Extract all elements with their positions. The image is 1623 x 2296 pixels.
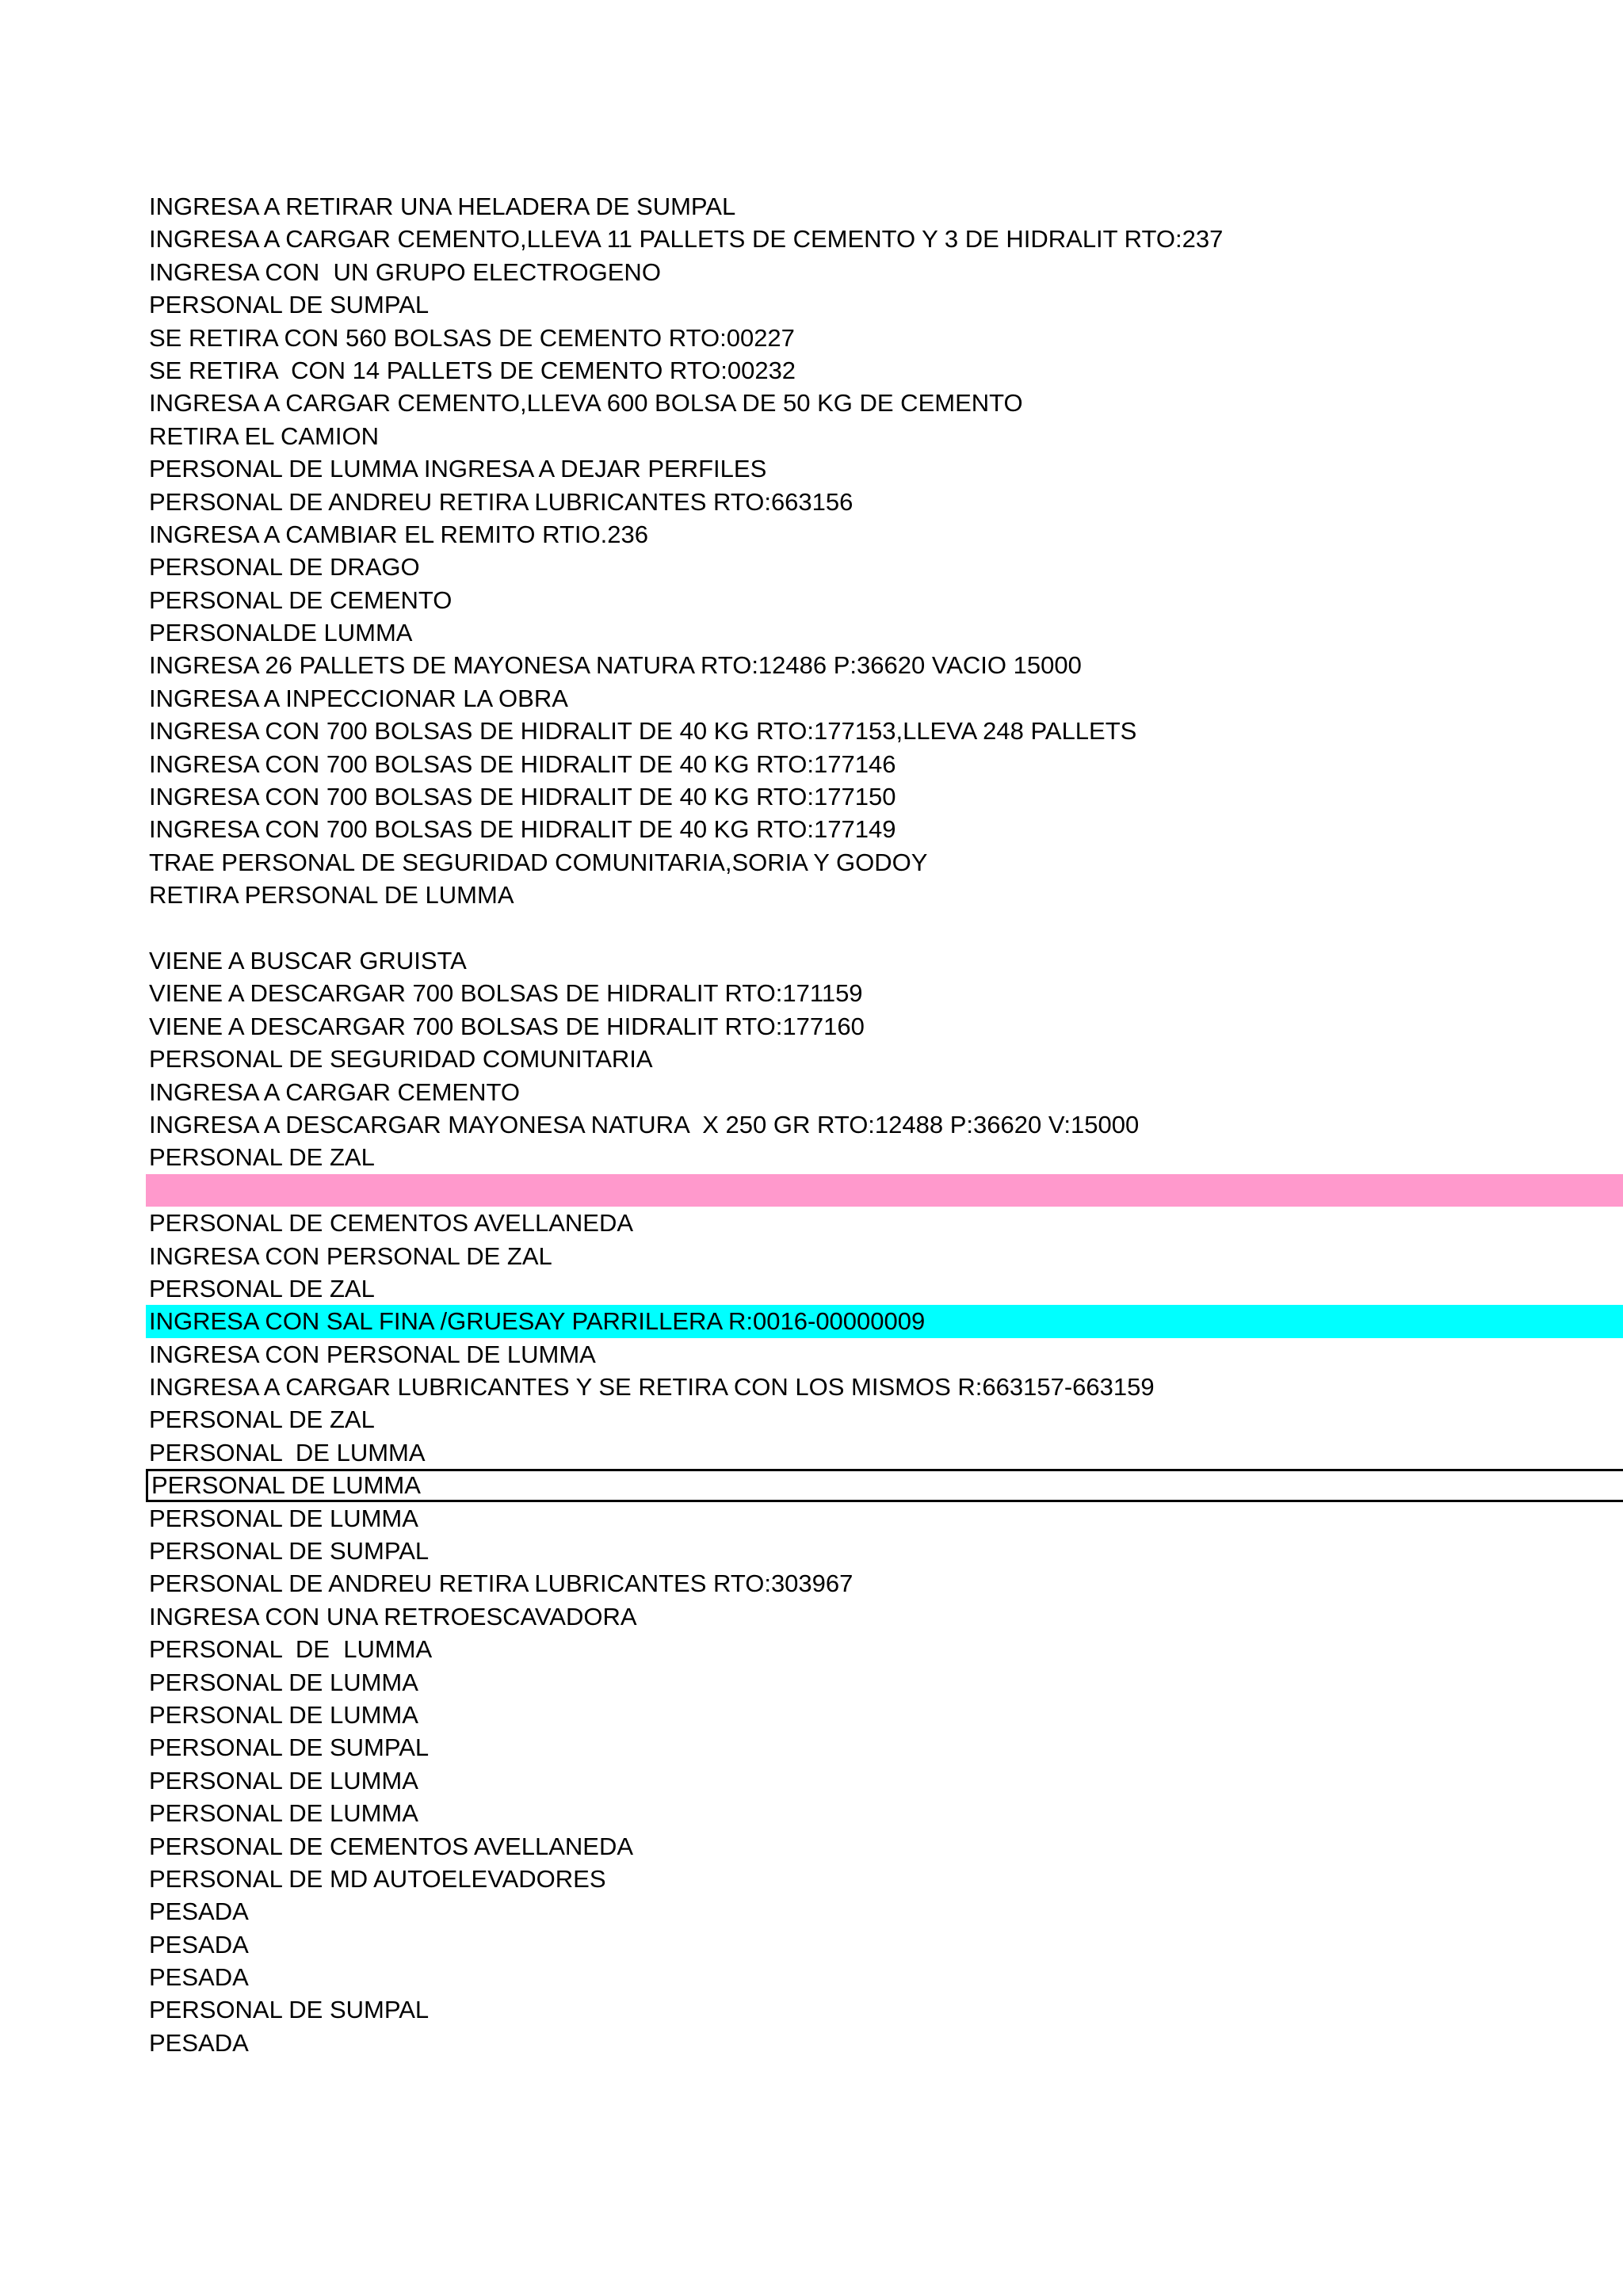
table-row[interactable]: INGRESA CON 700 BOLSAS DE HIDRALIT DE 40 KG RTO:177149 (149, 815, 896, 844)
table-row[interactable]: PERSONAL DE ZAL (149, 1274, 375, 1302)
table-row[interactable]: INGRESA CON PERSONAL DE ZAL (149, 1241, 552, 1270)
table-row[interactable]: INGRESA A DESCARGAR MAYONESA NATURA X 250 GR RTO:12488 P:36620 V:15000 (149, 1110, 1140, 1138)
table-row[interactable]: INGRESA A RETIRAR UNA HELADERA DE SUMPAL (149, 193, 736, 220)
table-row[interactable]: PERSONAL DE LUMMA (149, 1635, 433, 1664)
table-row[interactable]: RETIRA EL CAMION (149, 421, 379, 450)
table-row[interactable]: VIENE A DESCARGAR 700 BOLSAS DE HIDRALIT RTO:171159 (149, 979, 863, 1008)
table-row[interactable]: PERSONAL DE LUMMA (149, 1799, 418, 1828)
table-row[interactable]: VIENE A BUSCAR GRUISTA (149, 946, 467, 974)
table-row[interactable]: PERSONAL DE LUMMA (149, 1766, 418, 1794)
table-row[interactable]: PERSONAL DE CEMENTOS AVELLANEDA (149, 1832, 634, 1860)
table-row[interactable] (146, 1174, 1623, 1207)
table-row[interactable]: INGRESA A CARGAR CEMENTO,LLEVA 11 PALLETS DE CEMENTO Y 3 DE HIDRALIT RTO:237 (149, 225, 1224, 254)
table-row[interactable]: INGRESA CON 700 BOLSAS DE HIDRALIT DE 40 KG RTO:177150 (149, 783, 896, 811)
table-row[interactable]: PERSONAL DE ANDREU RETIRA LUBRICANTES RTO:303967 (149, 1569, 854, 1598)
table-row[interactable]: RETIRA PERSONAL DE LUMMA (149, 881, 514, 910)
table-row[interactable]: PERSONAL DE SUMPAL (149, 1996, 430, 2024)
table-row[interactable]: PERSONAL DE LUMMA (149, 1504, 418, 1532)
table-row[interactable]: INGRESA A CAMBIAR EL REMITO RTIO.236 (149, 520, 648, 548)
table-row[interactable]: PERSONAL DE DRAGO (149, 553, 420, 582)
table-row[interactable]: VIENE A DESCARGAR 700 BOLSAS DE HIDRALIT RTO:177160 (149, 1012, 865, 1040)
table-row[interactable]: PESADA (149, 1930, 249, 1958)
table-row[interactable]: PERSONAL DE SUMPAL (149, 1733, 430, 1762)
table-row[interactable]: PERSONAL DE SEGURIDAD COMUNITARIA (149, 1045, 653, 1074)
table-row[interactable]: TRAE PERSONAL DE SEGURIDAD COMUNITARIA,SORIA Y GODOY (149, 848, 928, 876)
table-row[interactable]: PERSONAL DE SUMPAL (149, 291, 430, 319)
table-row[interactable]: INGRESA A CARGAR CEMENTO (149, 1077, 520, 1106)
selected-cell[interactable]: PERSONAL DE LUMMA (146, 1469, 1623, 1501)
table-row[interactable]: PESADA (149, 1963, 249, 1992)
table-row[interactable]: SE RETIRA CON 560 BOLSAS DE CEMENTO RTO:00227 (149, 323, 795, 352)
table-row[interactable]: PERSONAL DE ZAL (149, 1143, 375, 1172)
table-row[interactable]: PESADA (149, 1897, 249, 1926)
table-row[interactable]: PESADA (149, 2028, 249, 2057)
table-row[interactable]: INGRESA CON UN GRUPO ELECTROGENO (149, 257, 661, 286)
table-row[interactable]: PERSONAL DE LUMMA (149, 1438, 426, 1466)
table-row[interactable]: PERSONAL DE LUMMA (149, 1668, 418, 1696)
table-row[interactable]: PERSONAL DE SUMPAL (149, 1537, 430, 1566)
table-row[interactable]: INGRESA 26 PALLETS DE MAYONESA NATURA RTO:12486 P:36620 VACIO 15000 (149, 651, 1082, 680)
table-row[interactable]: PERSONAL DE CEMENTO (149, 585, 453, 614)
table-row[interactable]: PERSONAL DE LUMMA (149, 1700, 418, 1729)
table-row[interactable]: PERSONALDE LUMMA (149, 619, 413, 647)
table-row[interactable]: PERSONAL DE LUMMA INGRESA A DEJAR PERFILES (149, 455, 767, 483)
table-row[interactable]: INGRESA CON SAL FINA /GRUESAY PARRILLERA R:0016-00000009 (146, 1305, 1623, 1337)
table-row[interactable]: INGRESA CON PERSONAL DE LUMMA (149, 1340, 596, 1368)
table-row[interactable]: INGRESA A CARGAR CEMENTO,LLEVA 600 BOLSA DE 50 KG DE CEMENTO (149, 389, 1023, 418)
table-row[interactable]: PERSONAL DE ANDREU RETIRA LUBRICANTES RTO:663156 (149, 487, 854, 516)
table-row[interactable]: INGRESA A INPECCIONAR LA OBRA (149, 684, 568, 712)
table-row[interactable]: INGRESA CON 700 BOLSAS DE HIDRALIT DE 40 KG RTO:177146 (149, 749, 896, 778)
table-row[interactable]: INGRESA CON 700 BOLSAS DE HIDRALIT DE 40 KG RTO:177153,LLEVA 248 PALLETS (149, 717, 1137, 746)
table-row[interactable]: INGRESA CON UNA RETROESCAVADORA (149, 1602, 637, 1630)
table-row[interactable]: PERSONAL DE CEMENTOS AVELLANEDA (149, 1209, 634, 1238)
table-row[interactable]: INGRESA A CARGAR LUBRICANTES Y SE RETIRA CON LOS MISMOS R:663157-663159 (149, 1373, 1155, 1402)
table-row[interactable]: PERSONAL DE MD AUTOELEVADORES (149, 1864, 606, 1893)
table-row[interactable]: PERSONAL DE ZAL (149, 1405, 375, 1434)
table-row[interactable]: SE RETIRA CON 14 PALLETS DE CEMENTO RTO:00232 (149, 356, 796, 384)
spreadsheet-column (146, 190, 1623, 2059)
table-row[interactable] (146, 912, 1623, 944)
